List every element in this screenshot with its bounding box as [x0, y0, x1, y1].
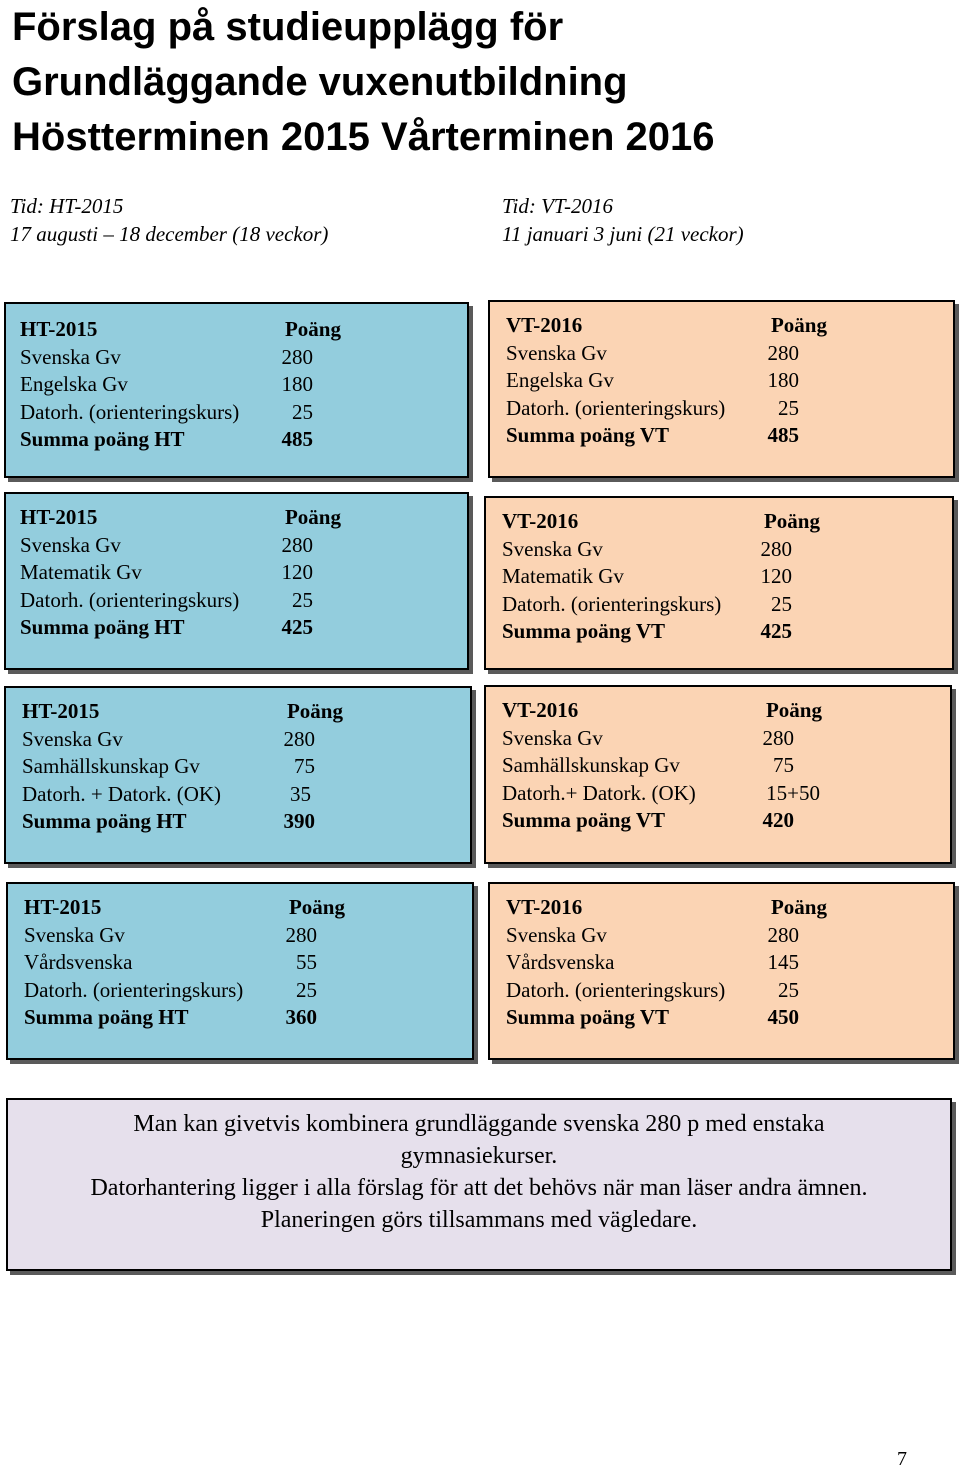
vt-period-label: Tid: VT-2016 [502, 194, 614, 218]
course-points: 145 [767, 950, 799, 974]
ht-plan-box-social-studies [4, 686, 472, 864]
course-points: 120 [281, 560, 313, 584]
course-name: Svenska Gv [20, 344, 121, 369]
title-line-1: Förslag på studieupplägg för [12, 5, 564, 49]
total-points: 390 [283, 809, 315, 833]
course-points: 280 [281, 532, 313, 557]
total-label: Summa poäng HT [20, 427, 185, 451]
ht-plan-box-english [4, 302, 469, 478]
course-name: Svenska Gv [502, 536, 603, 561]
semester-label: VT-2016 [502, 509, 579, 533]
ht-period-label: Tid: HT-2015 [10, 194, 124, 218]
course-row [506, 922, 953, 950]
course-row [22, 753, 470, 781]
total-points: 420 [762, 808, 794, 832]
course-name: Datorh. (orienteringskurs) [20, 587, 240, 612]
course-points: 25 [296, 977, 317, 1002]
total-row [506, 422, 953, 450]
course-name: Engelska Gv [506, 368, 614, 392]
vt-plan-box-math [484, 496, 954, 670]
total-row [22, 808, 470, 836]
vt-period-dates: 11 januari 3 juni (21 veckor) [502, 222, 744, 246]
ht-period-dates: 17 augusti – 18 december (18 veckor) [10, 222, 329, 246]
course-points: 280 [760, 536, 792, 561]
ht-period [10, 192, 328, 248]
course-name: Datorh. + Datork. (OK) [22, 781, 222, 806]
total-row [506, 1004, 953, 1032]
course-row [22, 726, 470, 754]
course-name: Datorh. (orienteringskurs) [506, 977, 726, 1002]
points-heading: Poäng [763, 509, 820, 533]
course-points: 280 [762, 725, 794, 750]
box-header [20, 504, 467, 532]
course-row [20, 344, 467, 372]
box-header [506, 894, 953, 922]
course-row [20, 371, 467, 399]
total-row [502, 618, 952, 646]
total-points: 450 [767, 1005, 799, 1029]
points-heading: Poäng [284, 505, 341, 529]
total-label: Summa poäng VT [502, 619, 665, 643]
course-points: 15+50 [766, 780, 820, 805]
course-row [506, 340, 953, 368]
course-points: 280 [285, 922, 317, 947]
semester-label: VT-2016 [506, 313, 583, 337]
course-points: 280 [767, 922, 799, 947]
points-heading: Poäng [286, 699, 343, 723]
total-row [24, 1004, 472, 1032]
course-points: 25 [771, 591, 792, 616]
course-row [502, 591, 952, 619]
course-points: 35 [290, 781, 311, 806]
course-row [20, 587, 467, 615]
course-points: 280 [767, 340, 799, 365]
course-row [24, 977, 472, 1005]
course-row [506, 977, 953, 1005]
total-row [20, 614, 467, 642]
course-name: Datorh. (orienteringskurs) [20, 399, 240, 424]
course-row [506, 395, 953, 423]
course-row [20, 532, 467, 560]
semester-label: HT-2015 [20, 505, 98, 529]
semester-label: HT-2015 [20, 317, 98, 341]
course-points: 180 [767, 368, 799, 392]
total-points: 485 [281, 427, 313, 451]
page-number: 7 [897, 1448, 907, 1470]
semester-label: VT-2016 [502, 698, 579, 722]
course-name: Samhällskunskap Gv [502, 753, 680, 777]
course-points: 280 [283, 726, 315, 751]
course-row [502, 780, 950, 808]
course-points: 25 [292, 399, 313, 424]
ht-plan-box-math [4, 492, 469, 670]
course-row [24, 949, 472, 977]
course-name: Engelska Gv [20, 372, 128, 396]
course-row [506, 949, 953, 977]
course-name: Samhällskunskap Gv [22, 754, 200, 778]
total-label: Summa poäng HT [20, 615, 185, 639]
title-line-3: Höstterminen 2015 Vårterminen 2016 [12, 115, 715, 159]
course-name: Matematik Gv [502, 564, 624, 588]
course-name: Vårdsvenska [506, 950, 615, 974]
points-heading: Poäng [284, 317, 341, 341]
course-row [20, 559, 467, 587]
course-row [506, 367, 953, 395]
course-row [502, 536, 952, 564]
course-row [24, 922, 472, 950]
course-name: Svenska Gv [502, 725, 603, 750]
box-header [506, 312, 953, 340]
note-line-1: Man kan givetvis kombinera grundläggande svenska 280 p med enstaka [133, 1111, 825, 1137]
course-name: Svenska Gv [24, 922, 125, 947]
ht-plan-box-care-swedish [6, 882, 474, 1060]
total-row [502, 807, 950, 835]
title-line-2: Grundläggande vuxenutbildning [12, 60, 628, 104]
course-name: Svenska Gv [506, 340, 607, 365]
box-header [502, 508, 952, 536]
document-title [12, 0, 715, 165]
total-label: Summa poäng VT [502, 808, 665, 832]
total-row [20, 426, 467, 454]
total-points: 425 [760, 619, 792, 643]
box-header [502, 697, 950, 725]
course-row [502, 563, 952, 591]
course-points: 25 [778, 395, 799, 420]
course-name: Svenska Gv [20, 532, 121, 557]
course-points: 75 [294, 754, 315, 778]
points-heading: Poäng [770, 313, 827, 337]
course-row [502, 725, 950, 753]
course-points: 25 [292, 587, 313, 612]
semester-label: HT-2015 [22, 699, 100, 723]
course-name: Vårdsvenska [24, 950, 133, 974]
box-header [24, 894, 472, 922]
info-note [6, 1098, 952, 1271]
total-points: 425 [281, 615, 313, 639]
total-label: Summa poäng HT [24, 1005, 189, 1029]
vt-plan-box-care-swedish [488, 882, 955, 1060]
note-line-3: Datorhantering ligger i alla förslag för att det behövs när man läser andra ämnen. [90, 1175, 868, 1201]
points-heading: Poäng [288, 895, 345, 919]
course-name: Datorh.+ Datork. (OK) [502, 780, 696, 805]
points-heading: Poäng [765, 698, 822, 722]
points-heading: Poäng [770, 895, 827, 919]
note-line-2: gymnasiekurser. [400, 1143, 558, 1169]
course-name: Datorh. (orienteringskurs) [24, 977, 244, 1002]
semester-label: HT-2015 [24, 895, 102, 919]
note-line-4: Planeringen görs tillsammans med vägledare. [260, 1207, 698, 1233]
course-points: 75 [773, 753, 794, 777]
total-points: 360 [285, 1005, 317, 1029]
course-points: 280 [281, 344, 313, 369]
total-label: Summa poäng VT [506, 423, 669, 447]
course-name: Datorh. (orienteringskurs) [502, 591, 722, 616]
course-row [502, 752, 950, 780]
course-name: Datorh. (orienteringskurs) [506, 395, 726, 420]
total-label: Summa poäng HT [22, 809, 187, 833]
vt-period [502, 192, 744, 248]
course-points: 55 [296, 950, 317, 974]
course-points: 25 [778, 977, 799, 1002]
total-points: 485 [767, 423, 799, 447]
course-row [22, 781, 470, 809]
box-header [22, 698, 470, 726]
course-row [20, 399, 467, 427]
course-name: Matematik Gv [20, 560, 142, 584]
semester-label: VT-2016 [506, 895, 583, 919]
vt-plan-box-english [488, 300, 955, 478]
course-name: Svenska Gv [506, 922, 607, 947]
total-label: Summa poäng VT [506, 1005, 669, 1029]
course-name: Svenska Gv [22, 726, 123, 751]
box-header [20, 316, 467, 344]
course-points: 120 [760, 564, 792, 588]
vt-plan-box-social-studies [484, 685, 952, 864]
course-points: 180 [281, 372, 313, 396]
